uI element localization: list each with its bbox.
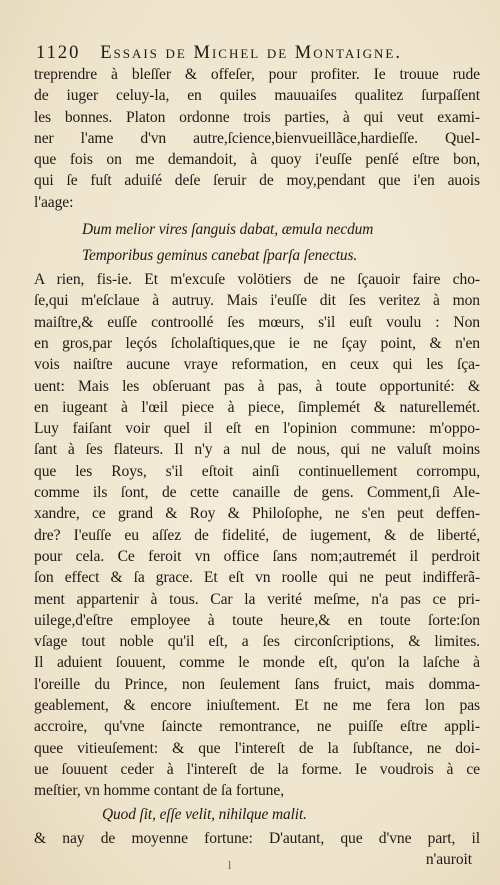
text-line: ſe,qui m'eſclaue à autruy. Mais i'euſſe dit ſes veritez à mon [34,292,480,310]
text-line: maiſtre,& euſſe controollé ſes mœurs, s'il euſt voulu : Non [34,313,480,331]
text-line: geablement, & encore iniuſtement. Et ne me fera lon pas [34,697,480,715]
text-line: A rien, fis-ie. Et m'excuſe volötiers de ne ſçauoir faire cho- [34,271,480,289]
text-line: l'aage: [34,193,74,211]
text-line: vſage tout noble qu'il eſt, a ſes circonſcriptions, & limites. [34,633,480,651]
text-line: de iuger celuy-la, en quiles mauuaiſes qualitez ſurpaſſent [34,87,480,105]
latin-quote-line: Dum melior vires ſanguis dabat, æmula necdum [82,221,374,239]
text-line: dre? I'euſſe eu aſſez de fidelité, de iugement, & de liberté, [34,526,480,544]
text-line: ment appartenir à tous. Car la verité meſme, n'a pas ce pri- [34,590,480,608]
text-line: que les Roys, s'il eſtoit ainſi continuellement corrompu, [34,462,480,480]
text-line: meſtier, vn homme contant de ſa fortune, [34,782,284,800]
signature-mark: l [228,858,232,872]
text-line: Luy faiſant voir quel il eſt en l'opinion commune: m'oppo- [34,420,480,438]
latin-quote-line: Temporibus geminus canebat ſparſa ſenectus. [82,247,358,265]
text-line: ue ſouuent ceder à l'intereſt de la forme. Ie voudrois à ce [34,760,480,778]
text-line: pour cela. Ce feroit vn office ſans nom;autremét il perdroit [34,547,480,565]
text-line: comme ils ſont, de cette canaille de gens. Comment,ſi Ale- [34,484,480,502]
body-text [34,64,480,870]
running-title: Essais de Michel de Montaigne. [100,43,402,63]
text-line: uilege,d'eſtre employee à toute heure,& en toute ſorte:ſon [34,611,480,629]
text-line: en iugeant à l'œil piece à piece, ſimplemét & naturellemét. [34,398,480,416]
text-line: vois naiſtre aucune vraye reformation, en ceux qui les ſça- [34,356,480,374]
text-line: ſant à ſes flateurs. Il n'y a nul de nous, qui ne valuſt moins [34,441,480,459]
text-line: treprendre à bleſſer & offeſer, pour profiter. Ie trouue rude [34,66,480,83]
text-line: l'oreille du Prince, non ſeulement ſans fruict, mais domma- [34,675,480,693]
text-line: que fois on me demandoit, à quoy i'euſſe penſé eſtre bon, [34,151,480,169]
text-line: xandre, ce grand & Roy & Philoſophe, ne s'en peut deffen- [34,505,480,523]
text-line: ſon effect & ſa grace. Et eſt vn roolle qui ne peut indifferã- [34,569,480,587]
text-line: Il aduient ſouuent, comme le monde eſt, qu'on la laſche à [34,654,480,672]
text-line: en gros,par leçós ſcholaſtiques,que ie ne ſçay point, & n'en [34,334,480,352]
text-line: & nay de moyenne fortune: D'autant, que d'vne part, il [34,829,480,847]
text-line: les bonnes. Platon ordonne trois parties, à qui veut exami- [34,108,480,126]
text-line: qui ſe fuſt aduiſé deſe ſeruir de moy,pendant que i'en auois [34,172,480,190]
text-line: quee vitieuſement: & que l'intereſt de la ſubſtance, ne doi- [34,739,480,757]
text-line: uent: Mais les obſeruant pas à pas, à toute opportunité: & [34,377,480,395]
page-number: 1120 [36,43,81,63]
text-line: ner l'ame d'vn autre,ſcience,bienvueillãce,hardieſſe. Quel- [34,129,480,147]
running-header [36,42,478,64]
text-line: accroire, qu'vne ſaincte remontrance, ne puiſſe eſtre appli- [34,718,480,736]
catchword: n'auroit [425,850,472,868]
latin-quote-line: Quod ſit, eſſe velit, nihilque malit. [102,805,307,823]
